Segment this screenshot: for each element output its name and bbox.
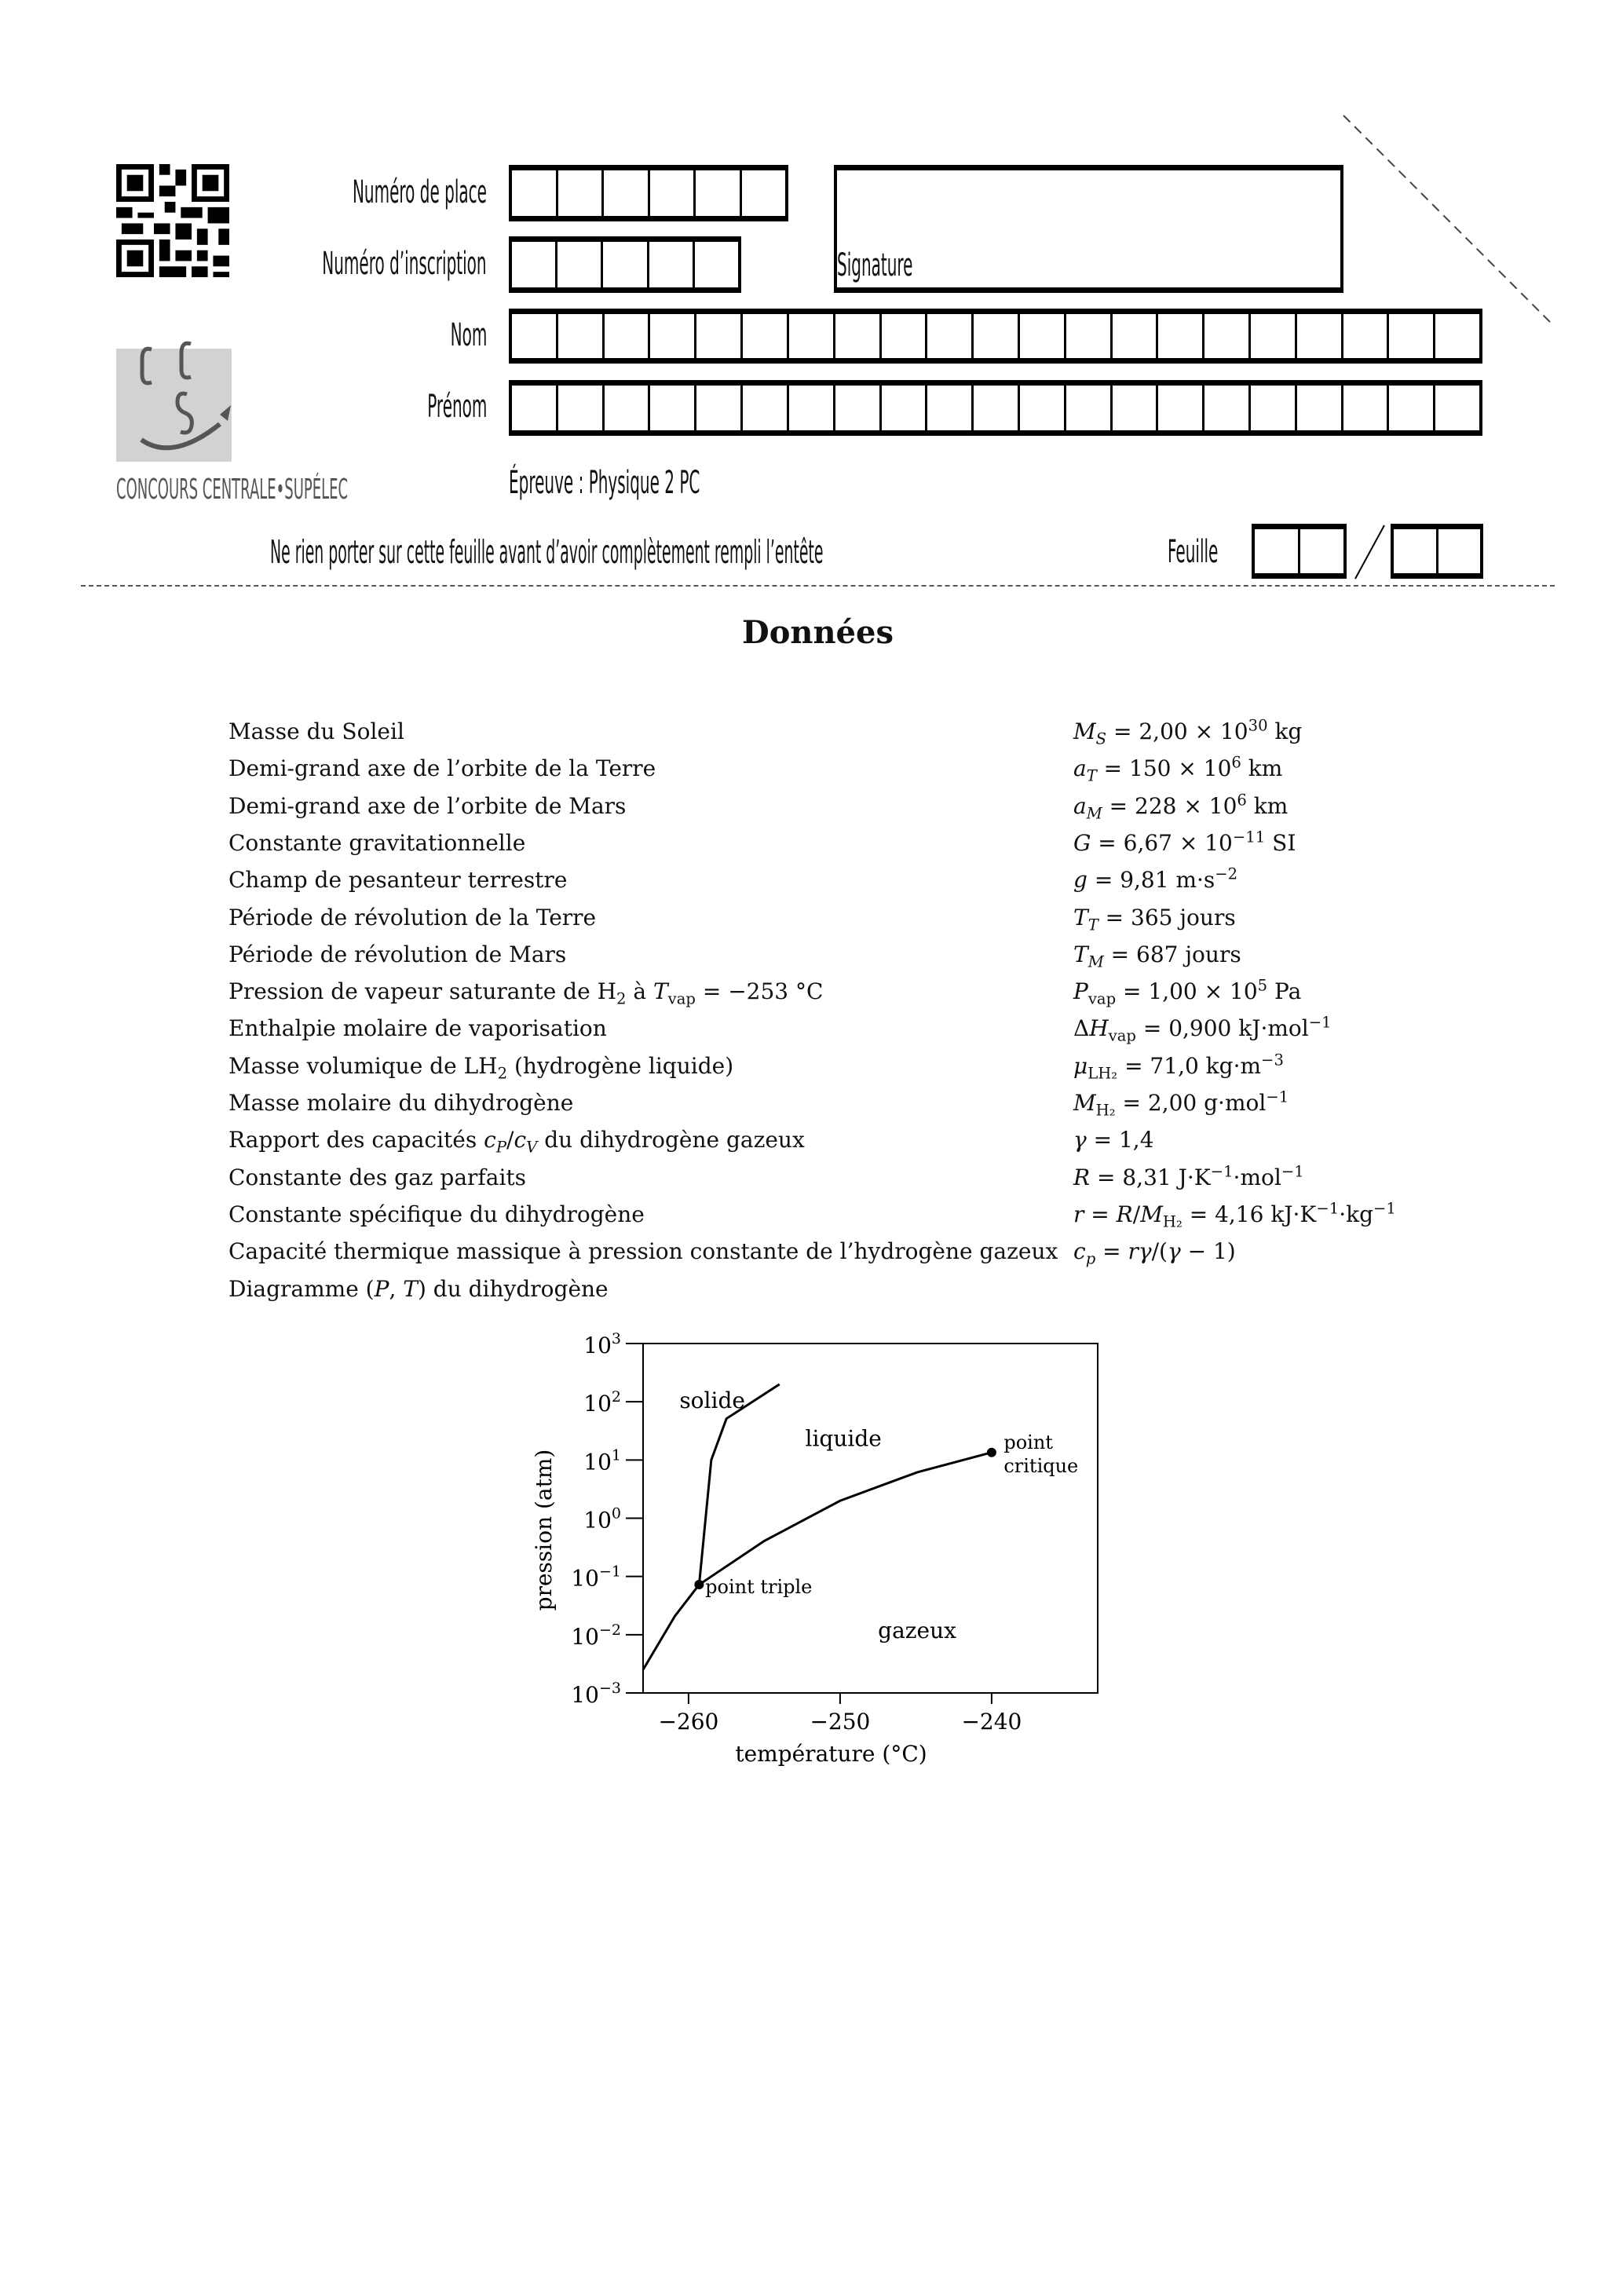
text-segment: r	[1073, 1201, 1084, 1227]
text-segment: = 9,81 m·s	[1087, 867, 1215, 894]
text-segment: Période de révolution de la Terre	[228, 904, 597, 930]
text-segment: M	[1086, 804, 1102, 823]
text-segment: LH₂	[1087, 1064, 1118, 1083]
numero-place-label: Numéro de place	[353, 174, 487, 210]
text-segment: T	[652, 978, 668, 1005]
y-tick-label: $10^{-3}$	[571, 1680, 621, 1708]
text-segment: P	[374, 1275, 389, 1302]
text-segment: = 2,00 g·mol	[1115, 1090, 1267, 1116]
text-segment: S	[1095, 729, 1107, 748]
text-segment: −1	[1316, 1199, 1340, 1218]
text-segment: = 4,16 kJ·K	[1182, 1201, 1317, 1227]
text-segment: P	[495, 1138, 507, 1157]
text-segment: μ	[1073, 1052, 1088, 1079]
text-segment: 6	[1237, 791, 1247, 810]
text-segment: = 1,00 × 10	[1116, 978, 1258, 1005]
text-segment: P	[1073, 978, 1088, 1005]
text-segment: = 228 × 10	[1102, 792, 1237, 819]
text-segment: T	[403, 1275, 418, 1302]
text-segment: /(	[1151, 1238, 1168, 1265]
text-segment: kg	[1267, 718, 1303, 744]
text-segment: Capacité thermique massique à pression constante de l’hydrogène gazeux	[228, 1238, 1058, 1265]
text-segment: a	[1073, 755, 1087, 782]
x-tick-label: −250	[810, 1709, 871, 1735]
text-segment: 30	[1248, 716, 1268, 735]
x-axis-label: température (°C)	[735, 1741, 927, 1767]
text-segment: = 150 × 10	[1096, 755, 1232, 782]
text-segment: −1	[1373, 1199, 1396, 1218]
text-segment: = 71,0 kg·m	[1117, 1052, 1262, 1079]
series-line-fusion	[699, 1384, 779, 1585]
logo-text: CONCOURS CENTRALE•SUPÉLEC	[116, 473, 349, 506]
text-segment: G	[1073, 829, 1091, 856]
text-segment: km	[1246, 792, 1289, 819]
annotation-label: critique	[1003, 1454, 1079, 1477]
text-segment: du dihydrogène gazeux	[537, 1127, 805, 1153]
text-segment: /	[506, 1127, 514, 1153]
text-segment: Demi-grand axe de l’orbite de Mars	[228, 792, 627, 819]
text-segment: =	[1095, 1238, 1128, 1265]
text-segment: −2	[1215, 865, 1238, 883]
text-segment: km	[1241, 755, 1283, 782]
text-segment: γ	[1167, 1238, 1181, 1265]
text-segment: Période de révolution de Mars	[228, 941, 567, 967]
text-segment: −3	[1261, 1051, 1284, 1069]
text-segment: − 1)	[1180, 1238, 1236, 1265]
text-segment: = 6,67 × 10	[1091, 829, 1233, 856]
text-segment: (hydrogène liquide)	[507, 1052, 734, 1079]
text-segment: Δ	[1073, 1015, 1090, 1042]
text-segment: M	[1087, 952, 1104, 971]
text-segment: c	[1073, 1238, 1086, 1265]
text-segment: = −253 °C	[695, 978, 824, 1005]
text-segment: T	[1087, 916, 1098, 934]
text-segment: 2	[497, 1064, 508, 1083]
text-segment: g	[1073, 867, 1087, 894]
text-segment: Diagramme (	[228, 1275, 375, 1302]
text-segment: Enthalpie molaire de vaporisation	[228, 1015, 607, 1042]
text-segment: Pression de vapeur saturante de H	[228, 978, 616, 1005]
text-segment: SI	[1265, 829, 1296, 856]
annotation-label: solide	[679, 1387, 745, 1414]
signature-label: Signature	[837, 247, 913, 283]
text-segment: T	[1086, 766, 1097, 785]
x-tick-label: −240	[961, 1709, 1022, 1735]
text-segment: ·kg	[1339, 1201, 1374, 1227]
text-segment: M	[1073, 1090, 1096, 1116]
epreuve-label: Épreuve : Physique 2 PC	[509, 465, 700, 501]
text-segment: T	[1073, 941, 1088, 967]
numero-inscription-label: Numéro d’inscription	[322, 246, 487, 282]
text-segment: = 8,31 J·K	[1090, 1164, 1211, 1190]
text-segment: −11	[1232, 828, 1266, 846]
text-segment: ,	[389, 1275, 404, 1302]
text-segment: 5	[1257, 976, 1268, 995]
marker-point-triple	[694, 1580, 704, 1589]
y-tick-label: $10^3$	[583, 1330, 621, 1358]
nom-label: Nom	[450, 317, 487, 353]
y-tick-label: $10^{-2}$	[571, 1621, 621, 1650]
text-segment: /	[1132, 1201, 1141, 1227]
text-segment: −1	[1266, 1088, 1289, 1106]
text-segment: −1	[1210, 1162, 1234, 1181]
text-segment: p	[1085, 1249, 1096, 1268]
prenom-label: Prénom	[426, 389, 487, 425]
text-segment: ) du dihydrogène	[417, 1275, 609, 1302]
text-segment: Champ de pesanteur terrestre	[228, 867, 568, 894]
text-segment: Pa	[1267, 978, 1302, 1005]
text-segment: Demi-grand axe de l’orbite de la Terre	[228, 755, 656, 782]
text-segment: Constante spécifique du dihydrogène	[228, 1201, 645, 1227]
text-segment: =	[1084, 1201, 1117, 1227]
x-tick-label: −260	[658, 1709, 719, 1735]
text-segment: 2	[616, 989, 627, 1008]
text-segment: H₂	[1095, 1101, 1116, 1120]
annotation-label: gazeux	[878, 1618, 956, 1644]
text-segment: R	[1073, 1164, 1091, 1190]
text-segment: vap	[667, 989, 696, 1008]
text-segment: a	[1073, 792, 1087, 819]
y-tick-label: $10^0$	[583, 1504, 621, 1534]
text-segment: H₂	[1162, 1212, 1183, 1231]
notice-text: Ne rien porter sur cette feuille avant d’avoir complètement rempli l’entête	[270, 533, 824, 571]
text-segment: −1	[1308, 1014, 1332, 1033]
y-axis-label: pression (atm)	[531, 1449, 557, 1611]
y-tick-label: $10^{-1}$	[571, 1563, 621, 1592]
text-segment: M	[1140, 1201, 1163, 1227]
text-segment: = 1,4	[1086, 1127, 1154, 1153]
y-tick-label: $10^1$	[583, 1446, 621, 1475]
page-title: Données	[742, 614, 894, 651]
text-segment: Masse du Soleil	[228, 718, 404, 744]
text-segment: ·mol	[1233, 1164, 1281, 1190]
text-segment: à	[626, 978, 653, 1005]
text-segment: rγ	[1128, 1238, 1152, 1265]
annotation-label: point triple	[705, 1576, 813, 1599]
text-segment: R	[1116, 1201, 1133, 1227]
text-segment: = 0,900 kJ·mol	[1135, 1015, 1309, 1042]
y-tick-label: $10^2$	[583, 1388, 621, 1417]
text-segment: Rapport des capacités	[228, 1127, 484, 1153]
text-segment: H	[1089, 1015, 1109, 1042]
text-segment: −1	[1281, 1162, 1304, 1181]
text-segment: = 365 jours	[1098, 904, 1236, 930]
text-segment: T	[1073, 904, 1088, 930]
text-segment: M	[1073, 718, 1096, 744]
text-segment: Constante gravitationnelle	[228, 829, 526, 856]
text-segment: = 687 jours	[1103, 941, 1241, 967]
text-segment: γ	[1073, 1127, 1087, 1153]
text-segment: Constante des gaz parfaits	[228, 1164, 527, 1190]
annotation-label: liquide	[805, 1425, 882, 1452]
text-segment: = 2,00 × 10	[1106, 718, 1248, 744]
marker-point-critique	[987, 1448, 996, 1457]
annotation-label: point	[1003, 1431, 1053, 1454]
text-segment: V	[526, 1138, 538, 1157]
text-segment: c	[484, 1127, 496, 1153]
text-segment: Masse volumique de LH	[228, 1052, 498, 1079]
text-segment: Masse molaire du dihydrogène	[228, 1090, 574, 1116]
text-segment: vap	[1087, 989, 1117, 1008]
text-segment: c	[514, 1127, 527, 1153]
feuille-label: Feuille	[1168, 534, 1219, 570]
text-segment: 6	[1231, 753, 1241, 772]
text-segment: vap	[1108, 1026, 1136, 1045]
